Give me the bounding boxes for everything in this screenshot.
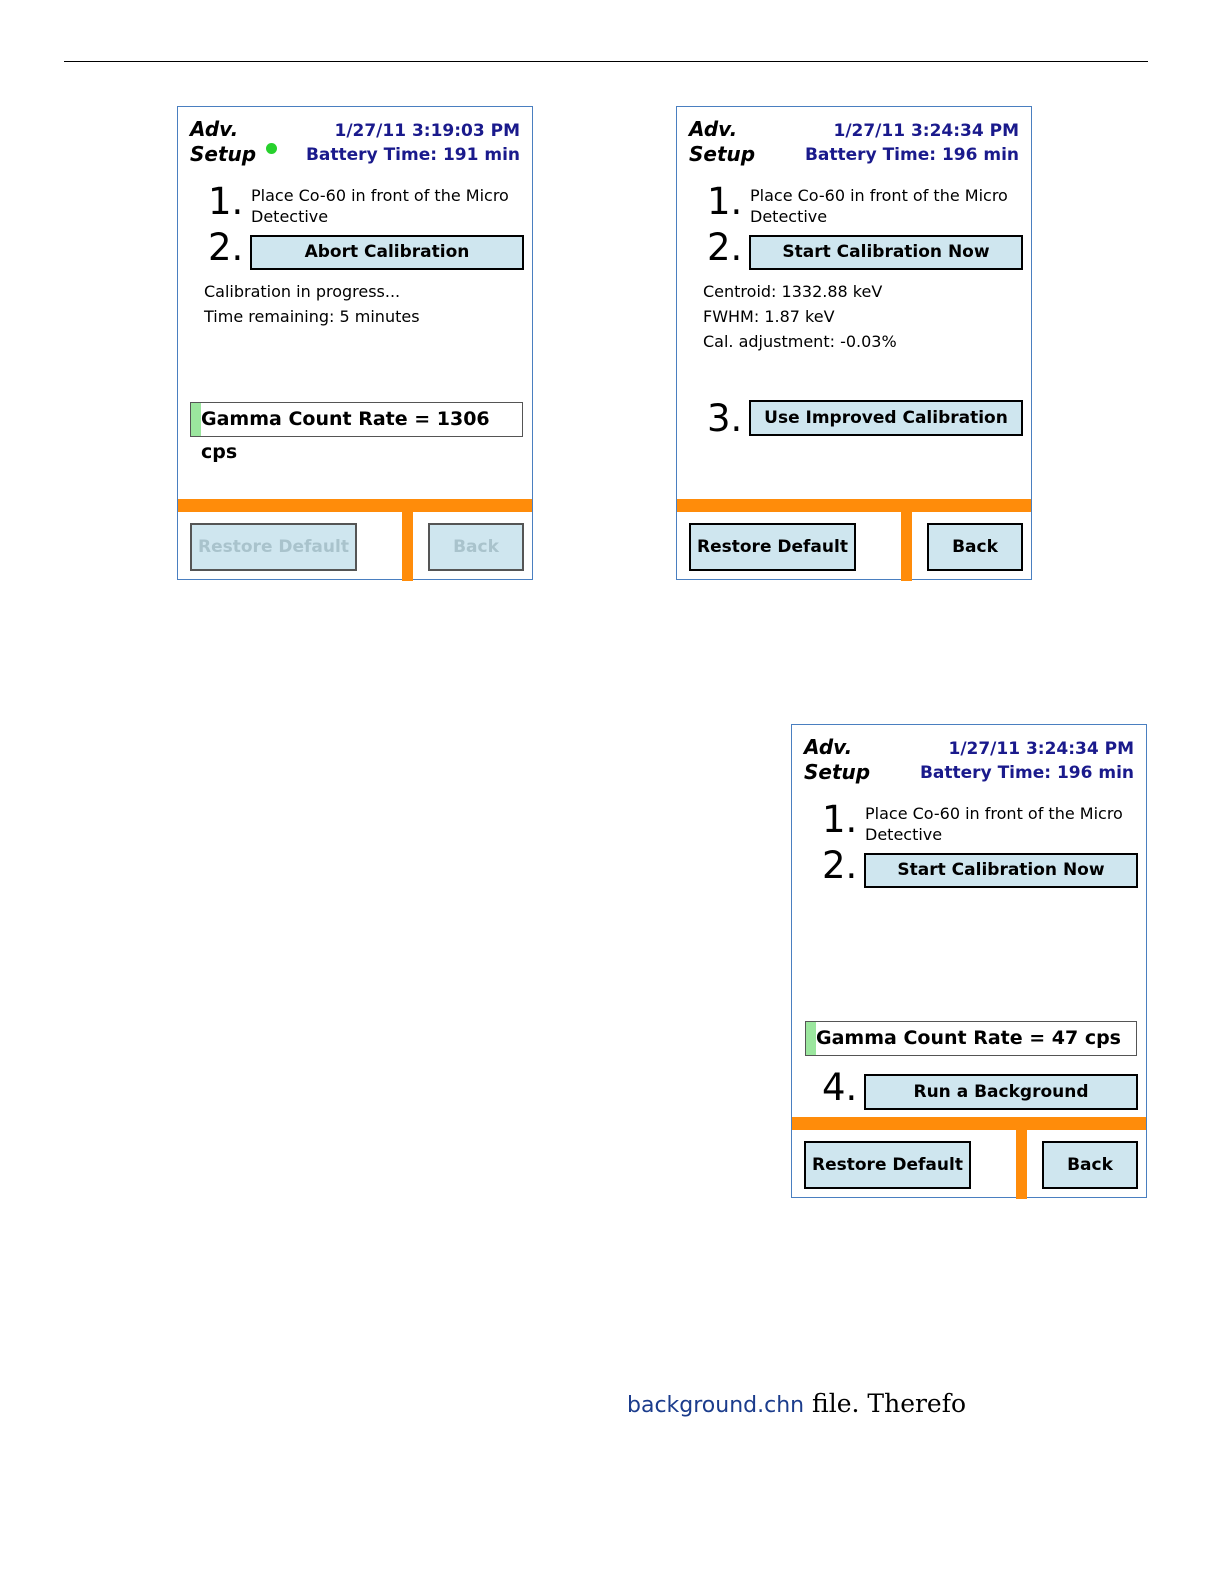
status-led-icon [266,143,277,154]
top-rule [64,61,1148,62]
datetime: 1/27/11 3:24:34 PM [833,121,1019,141]
footer-divider [792,1117,1146,1130]
step-1-number: 1. [208,180,244,223]
adv-setup-title [804,735,870,785]
gamma-count-rate [805,1021,1137,1056]
footer-divider-vertical [1016,1117,1027,1199]
adv-label: Adv. [804,735,853,759]
calibration-results [703,279,897,354]
footer-divider-vertical [901,499,912,581]
header-status [805,119,1019,167]
restore-default-button[interactable]: Restore Default [190,523,357,571]
datetime: 1/27/11 3:19:03 PM [334,121,520,141]
footer-divider [178,499,532,512]
document-text-fragment [627,1388,966,1422]
body-text: file. Therefo [804,1389,967,1418]
step-1-number: 1. [822,798,858,841]
restore-default-button[interactable]: Restore Default [804,1141,971,1189]
datetime: 1/27/11 3:24:34 PM [948,739,1134,759]
step-3-number: 3. [707,397,743,440]
count-rate-text: Gamma Count Rate = 47 cps [816,1027,1121,1049]
step-1-number: 1. [707,180,743,223]
adv-label: Adv. [689,117,738,141]
step-2-number: 2. [707,226,743,269]
count-rate-text: Gamma Count Rate = 1306 cps [201,408,490,463]
info-text [204,279,420,329]
footer-divider [677,499,1031,512]
battery-time: Battery Time: 196 min [804,145,1019,165]
count-rate-bar [191,403,201,436]
fwhm-value: FWHM: 1.87 keV [703,307,835,326]
adv-setup-title [190,117,256,167]
step-2-number: 2. [822,844,858,887]
use-improved-calibration-button[interactable]: Use Improved Calibration [749,400,1023,436]
cal-adjustment-value: Cal. adjustment: -0.03% [703,332,897,351]
screen-background [791,724,1147,1198]
battery-time: Battery Time: 191 min [305,145,520,165]
step-4-number: 4. [822,1066,858,1109]
count-rate-bar [806,1022,816,1055]
step-1-text: Place Co-60 in front of the Micro Detective [865,804,1123,844]
adv-setup-title [689,117,755,167]
setup-label: Setup [804,760,871,784]
back-button[interactable]: Back [428,523,524,571]
screen-calibration-result [676,106,1032,580]
file-name: background.chn [627,1393,805,1418]
step-1-text: Place Co-60 in front of the Micro Detective [750,186,1008,226]
start-calibration-button[interactable]: Start Calibration Now [864,853,1138,888]
footer-divider-vertical [402,499,413,581]
header-status [306,119,520,167]
back-button[interactable]: Back [1042,1141,1138,1189]
abort-calibration-button[interactable]: Abort Calibration [250,235,524,270]
step-1-text: Place Co-60 in front of the Micro Detective [251,186,509,226]
run-background-button[interactable]: Run a Background [864,1074,1138,1110]
setup-label: Setup [689,142,756,166]
battery-time: Battery Time: 196 min [919,763,1134,783]
header-status [920,737,1134,785]
step-2-number: 2. [208,226,244,269]
start-calibration-button[interactable]: Start Calibration Now [749,235,1023,270]
centroid-value: Centroid: 1332.88 keV [703,282,883,301]
setup-label: Setup [190,142,257,166]
info-line: Calibration in progress... [204,282,401,301]
screen-calibrating [177,106,533,580]
adv-label: Adv. [190,117,239,141]
gamma-count-rate [190,402,523,463]
back-button[interactable]: Back [927,523,1023,571]
restore-default-button[interactable]: Restore Default [689,523,856,571]
info-line: Time remaining: 5 minutes [204,307,420,326]
